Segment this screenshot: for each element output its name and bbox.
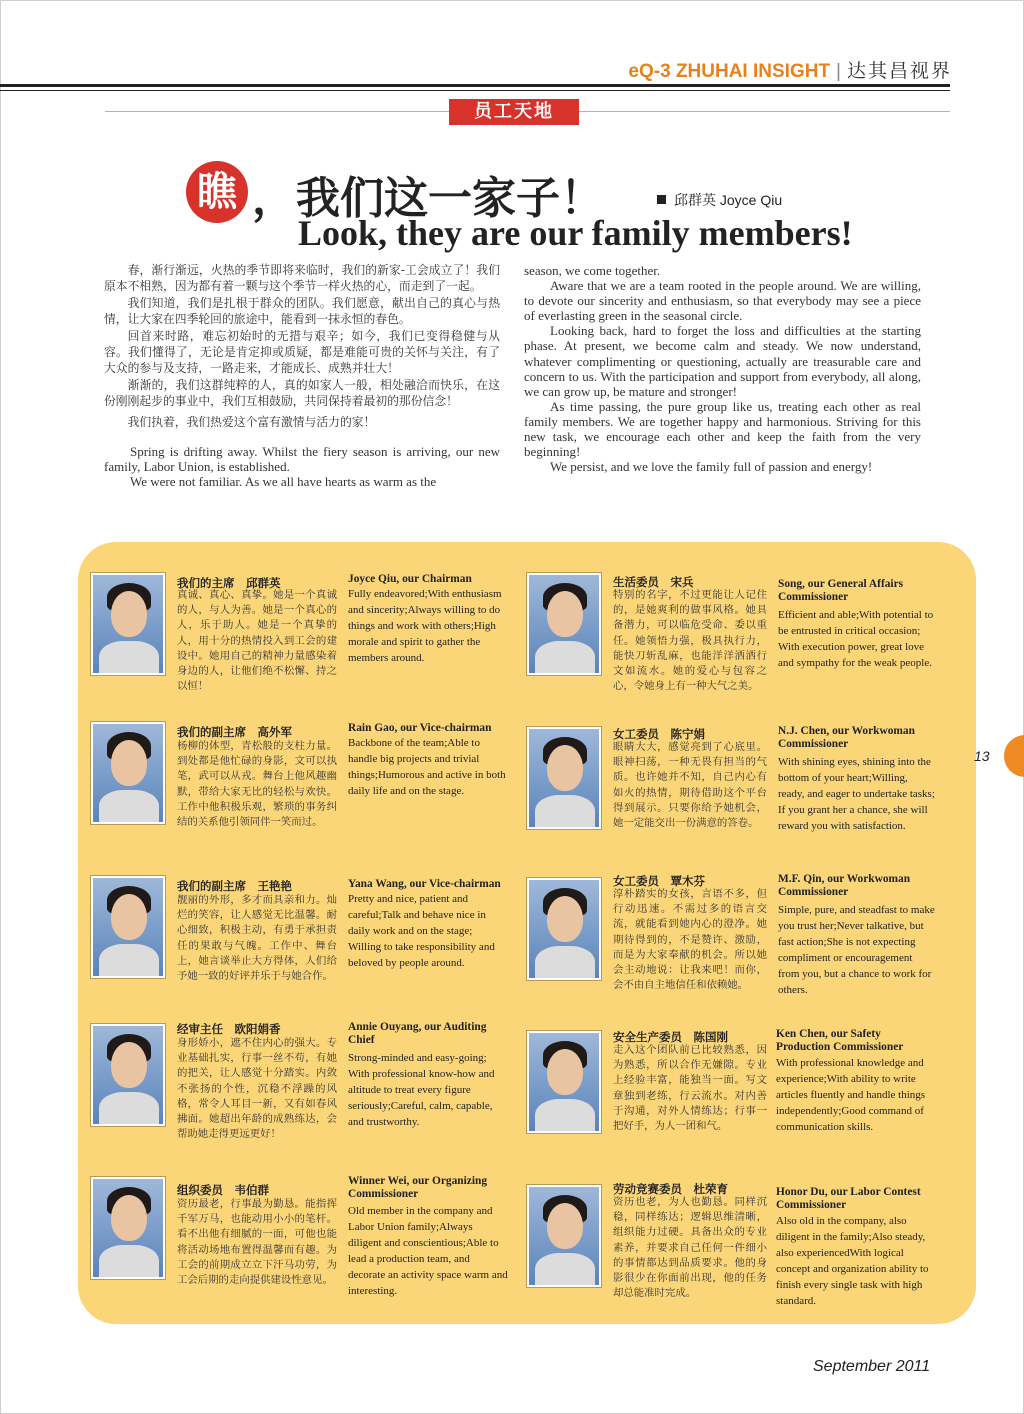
- member-en-desc: Simple, pure, and steadfast to make you trust her;Never talkative, but fast action;She is not expecting compliment or encouragement from you, but a chance to work for others.: [778, 904, 935, 997]
- title-highlight-char: 瞧: [186, 161, 248, 223]
- byline-text: 邱群英 Joyce Qiu: [674, 192, 783, 208]
- body-paragraph-en: Spring is drifting away. Whilst the fiery season is arriving, our new family, Labor Union, is established.: [104, 444, 500, 475]
- member-en-desc: Backbone of the team;Able to handle big projects and trivial things;Humorous and active in both daily life and on the stage.: [348, 737, 506, 798]
- body-paragraph-en: Aware that we are a team rooted in the people around. We are willing, to devote our sincerity and enthusiasm, so that everybody may see a piece of everlasting green in the seasonal circle.: [524, 278, 921, 324]
- member-cn-name: 女工委员 覃木芬: [613, 874, 705, 888]
- member-en-name: Winner Wei, our Organizing Commissioner: [348, 1175, 488, 1200]
- member-en-desc: With professional knowledge and experience;With ability to write articles fluently and handle things independently;Good command of communication skills.: [776, 1057, 926, 1134]
- member-photo: [91, 722, 165, 824]
- header-rule-thin: [0, 90, 950, 91]
- article-column-right: [524, 263, 921, 474]
- member-cn-name: 我们的副主席 高外军: [177, 725, 292, 739]
- member-cn-desc: 走入这个团队前已比较熟悉，因为熟悉，所以合作无嫌隙。专业上经验丰富，能独当一面。写文章独到老练，行云流水。对内善于沟通，对外人情练达；行事一把好手，为人一团和气。: [613, 1044, 767, 1133]
- member-photo: [91, 876, 165, 978]
- member-cn-desc: 资历也老，为人也勤恳。同样沉稳，同样练达；逻辑思维清晰，组织能力过硬。具备出众的专业素养，并要求自己任何一件细小的事情都达到品质要求。他的身影很少在你面前出现，他的任务却总能准时完成。: [613, 1196, 767, 1300]
- member-cn-name: 我们的副主席 王艳艳: [177, 879, 292, 893]
- member-cn-desc: 眼睛大大，感觉亮到了心底里。眼神扫荡，一种无畏有担当的气质。也许她并不知，自己内心有如火的热情，期待借助这个平台得到展示。只要你给予她机会，她一定能交出一份满意的答卷。: [613, 741, 767, 830]
- paragraph-gap: [104, 430, 500, 444]
- member-cn-name: 安全生产委员 陈国刚: [613, 1030, 728, 1044]
- member-en-name: Rain Gao, our Vice-chairman: [348, 722, 492, 734]
- member-photo: [91, 1177, 165, 1279]
- page-number: 13: [974, 748, 990, 764]
- member-en-desc: Strong-minded and easy-going; With professional know-how and altitude to treat every figure seriously;Careful, calm, capable, and trustworthy.: [348, 1052, 495, 1129]
- body-paragraph-en: Looking back, hard to forget the loss and difficulties at the starting phase. At present, we become calm and steady. We now understand, whatever complimenting or questioning, actually are treasurable care and concern to us. With the participation and support from everybody, all along, we can grow up, be mature and stronger!: [524, 323, 921, 399]
- member-cn-name: 我们的主席 邱群英: [177, 576, 281, 590]
- member-en-name: Joyce Qiu, our Chairman: [348, 573, 472, 585]
- member-en-desc: Efficient and able;With potential to be entrusted in critical occasion; With execution power, great love and sympathy for the weak people.: [778, 609, 934, 670]
- article-column-left: [104, 262, 500, 489]
- member-en-desc: Pretty and nice, patient and careful;Talk and behave nice in daily work and on the stage; Willing to take responsibility and beloved by people around.: [348, 893, 495, 970]
- member-en-name: Yana Wang, our Vice-chairman: [348, 878, 501, 890]
- member-en-name: N.J. Chen, our Workwoman Commissioner: [778, 725, 915, 750]
- article-title-cn: ，我们这一家子！: [252, 173, 604, 224]
- member-cn-name: 经审主任 欧阳娟香: [177, 1022, 281, 1036]
- member-en-desc: Also old in the company, also diligent in the family;Also steady, also experiencedWith logical concept and organization ability to finish every single task with high standard.: [776, 1215, 929, 1308]
- body-paragraph-en: We persist, and we love the family full of passion and energy!: [550, 459, 873, 475]
- member-cn-desc: 资历最老，行事最为勤恳。能指挥千军万马，也能动用小小的笔杆。看不出他有细腻的一面，可他也能将活动场地布置得温馨而有趣。为工会的前期成立立下汗马功劳，为工会后期的走向提供建设性意见。: [177, 1198, 337, 1287]
- member-photo: [527, 727, 601, 829]
- member-photo: [527, 1185, 601, 1287]
- member-cn-desc: 真诚、真心、真挚。她是一个真诚的人，与人为善。她是一个真心的人，乐于助人。她是一个真挚的人，用十分的热情投入到工会的建设中。她用自己的精神力量感染着身边的人，让他们绝不松懈、持之以恒！: [177, 589, 337, 693]
- member-photo: [527, 1031, 601, 1133]
- member-en-name: Song, our General Affairs Commissioner: [778, 578, 904, 603]
- body-paragraph-cn: 我们知道，我们是扎根于群众的团队。我们愿意，献出自己的真心与热情，让大家在四季轮回的旅途中，能看到一抹永恒的春色。: [104, 295, 500, 327]
- member-cn-desc: 靓丽的外形，多才而具亲和力。灿烂的笑容，让人感觉无比温馨。耐心细致，积极主动，有勇于承担责任的果敢与气魄。工作中、舞台上，她言谈举止大方得体，人们给予她一致的好评并乐于与她合作。: [177, 894, 337, 983]
- member-en-desc: With shining eyes, shining into the bottom of your heart;Willing, ready, and eager to undertake tasks; If you grant her a chance, she will reward you with satisfaction.: [778, 756, 935, 833]
- member-cn-name: 女工委员 陈宁娟: [613, 727, 705, 741]
- body-paragraph-cn: 春，渐行渐远，火热的季节即将来临时，我们的新家-工会成立了！我们原本不相熟，因为都有着一颗与这个季节一样火热的心，而走到了一起。: [104, 263, 500, 294]
- magazine-header: [628, 56, 952, 83]
- member-cn-name: 组织委员 韦伯群: [177, 1183, 269, 1197]
- member-en-desc: Old member in the company and Labor Union family;Always diligent and conscientious;Able to lead a production team, and decorate an activity space warm and interesting.: [348, 1205, 508, 1298]
- header-rule-thick: [0, 84, 950, 87]
- member-photo: [527, 878, 601, 980]
- member-cn-desc: 身形娇小，遮不住内心的强大。专业基础扎实，行事一丝不苟，有她的把关，让人感觉十分踏实。内敛不张扬的个性，沉稳不浮躁的风格，常令人耳目一新，又有如春风拂面。她超出年龄的成熟练达，会帮助她走得更远更好！: [177, 1037, 337, 1141]
- member-en-name: Honor Du, our Labor Contest Commissioner: [776, 1186, 921, 1211]
- section-tag: 员工天地: [449, 99, 579, 125]
- member-photo: [91, 573, 165, 675]
- article-byline: [657, 190, 782, 210]
- member-en-desc: Fully endeavored;With enthusiasm and sincerity;Always willing to do things and work with others;High morale and spirit to gather the members around.: [348, 588, 502, 665]
- body-paragraph-cn: 渐渐的，我们这群纯粹的人，真的如家人一般，相处融洽而快乐，在这份刚刚起步的事业中，我们互相鼓励，共同保持着最初的那份信念！: [104, 377, 500, 409]
- magazine-brand: eQ-3 ZHUHAI INSIGHT: [628, 61, 831, 82]
- body-paragraph-en: We were not familiar. As we all have hearts as warm as the: [130, 474, 437, 490]
- body-paragraph-cn: 我们执着，我们热爱这个富有激情与活力的家！: [127, 414, 376, 429]
- member-en-name: M.F. Qin, our Workwoman Commissioner: [778, 873, 911, 898]
- body-paragraph-cn: 回首来时路，难忘初始时的无措与艰辛；如今，我们已变得稳健与从容。我们懂得了，无论是肯定抑或质疑，都是难能可贵的关怀与关注，有了大众的参与及支持，一路走来，才能成长、成熟并壮大！: [104, 328, 500, 376]
- footer-date: September 2011: [813, 1358, 931, 1375]
- byline-square-icon: [657, 195, 666, 204]
- member-photo: [527, 573, 601, 675]
- member-en-name: Ken Chen, our Safety Production Commissioner: [776, 1028, 904, 1053]
- body-paragraph-en: season, we come together.: [524, 263, 661, 278]
- magazine-brand-cn: 达其昌视界: [846, 60, 952, 82]
- member-cn-name: 劳动竞赛委员 杜荣育: [613, 1182, 728, 1196]
- member-cn-desc: 淳朴踏实的女孩，言语不多，但行动迅速。不需过多的语言交流，就能看到她内心的澄净。她期待得到的，不是赞许、激励，而是为大家奉献的机会。所以她会主动地说：让我来吧！而你，会不由自主地信任和依赖她。: [613, 888, 767, 992]
- member-cn-desc: 杨柳的体型，青松般的支柱力量。到处都是他忙碌的身影，文可以执笔，武可以从戎。舞台上他风趣幽默，带给大家无比的轻松与欢快。工作中他积极乐观，繁琐的事务纠结的关系他引领同伴一笑而过。: [177, 740, 337, 829]
- member-cn-desc: 特别的名字，不过更能让人记住的，是她爽利的做事风格。她具备潜力，可以临危受命、委以重任。她领悟力强，极具执行力，能快刀斩乱麻，也能洋洋洒洒行文如流水。她的爱心与包容之心，令她身上有一种大气之美。: [613, 589, 767, 693]
- article-title-en: Look, they are our family members!: [298, 213, 853, 253]
- body-paragraph-en: As time passing, the pure group like us, treating each other as real family members. We are together happy and harmonious. Striving for this new task, we encourage each other and keep the faith from the very beginning!: [524, 398, 921, 460]
- member-en-name: Annie Ouyang, our Auditing Chief: [348, 1021, 487, 1046]
- header-separator: |: [836, 61, 841, 82]
- member-photo: [91, 1024, 165, 1126]
- member-cn-name: 生活委员 宋兵: [613, 575, 694, 589]
